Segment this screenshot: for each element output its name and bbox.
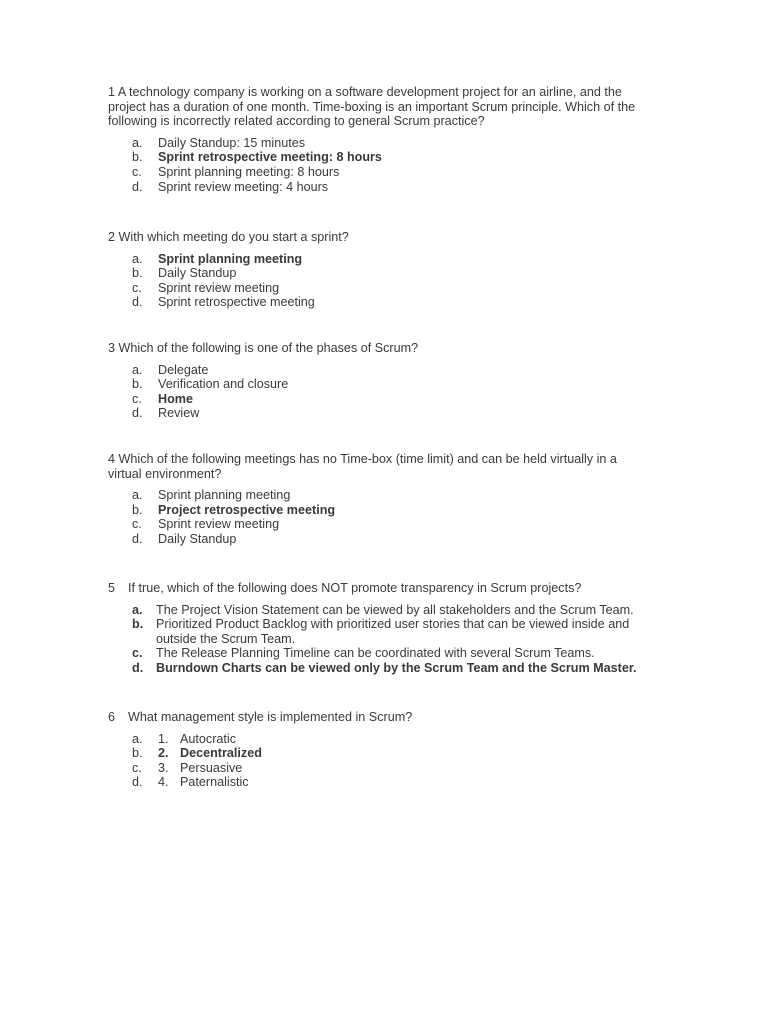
question-number: 2	[108, 230, 116, 244]
option-letter: c.	[132, 280, 142, 295]
option-letter: c.	[132, 646, 143, 661]
option-item	[108, 603, 653, 618]
option-number: 4.	[158, 775, 169, 790]
question-prompt: If true, which of the following does NOT promote transparency in Scrum projects?	[128, 581, 582, 595]
option-letter: d.	[132, 179, 143, 194]
question-text	[108, 581, 653, 596]
option-text: Sprint planning meeting	[158, 488, 291, 503]
question-prompt: A technology company is working on a software development project for an airline, and the project has a duration of one month. Time-boxing is an important Scrum principle. Which of the following is incorrectly related according to general Scrum practice?	[108, 85, 636, 129]
question-text	[108, 710, 653, 725]
option-letter: d.	[132, 660, 144, 675]
option-item	[108, 746, 653, 761]
option-letter: a.	[132, 251, 143, 266]
option-item	[108, 180, 653, 195]
option-list	[108, 732, 653, 790]
option-text: Verification and closure	[158, 377, 289, 392]
option-letter: a.	[132, 362, 143, 377]
option-item	[108, 252, 653, 267]
question-5	[108, 581, 653, 676]
option-item	[108, 617, 653, 646]
question-6	[108, 710, 653, 790]
question-number: 4	[108, 452, 116, 466]
question-prompt: Which of the following meetings has no Time-box (time limit) and can be held virtually in a virtual environment?	[108, 452, 617, 481]
option-text: Sprint planning meeting: 8 hours	[158, 164, 340, 179]
question-text	[108, 230, 653, 245]
question-3	[108, 341, 653, 421]
option-item	[108, 406, 653, 421]
option-letter: a.	[132, 488, 143, 503]
option-item	[108, 646, 653, 661]
option-item	[108, 377, 653, 392]
option-text: The Project Vision Statement can be viewed by all stakeholders and the Scrum Team.	[156, 602, 634, 617]
option-text: Home	[158, 391, 193, 406]
option-text: Daily Standup	[158, 266, 237, 281]
option-item	[108, 775, 653, 790]
option-letter: d.	[132, 775, 143, 790]
option-letter: b.	[132, 377, 143, 392]
option-text: Project retrospective meeting	[158, 502, 336, 517]
option-letter: c.	[132, 164, 142, 179]
option-text: Sprint planning meeting	[158, 251, 303, 266]
option-item	[108, 136, 653, 151]
option-item	[108, 165, 653, 180]
option-letter: b.	[132, 746, 143, 761]
option-text: Prioritized Product Backlog with prioritized user stories that can be viewed inside and outside the Scrum Team.	[156, 617, 630, 646]
option-item	[108, 266, 653, 281]
option-letter: b.	[132, 266, 143, 281]
option-item	[108, 517, 653, 532]
option-item	[108, 532, 653, 547]
option-letter: b.	[132, 150, 143, 165]
option-letter: a.	[132, 731, 143, 746]
option-item	[108, 150, 653, 165]
option-item	[108, 295, 653, 310]
question-prompt: What management style is implemented in Scrum?	[128, 710, 413, 724]
question-text	[108, 85, 653, 129]
option-text: Sprint retrospective meeting: 8 hours	[158, 150, 382, 165]
question-text	[108, 452, 653, 481]
option-list	[108, 136, 653, 194]
option-item	[108, 363, 653, 378]
option-letter: c.	[132, 517, 142, 532]
question-number: 3	[108, 341, 116, 355]
question-4	[108, 452, 653, 547]
option-text: Sprint review meeting	[158, 280, 280, 295]
question-text	[108, 341, 653, 356]
question-number: 6	[108, 710, 116, 724]
option-item	[108, 732, 653, 747]
option-letter: c.	[132, 391, 142, 406]
option-text: Decentralized	[180, 746, 262, 761]
option-text: Review	[158, 406, 200, 421]
option-text: Paternalistic	[180, 775, 249, 790]
option-item	[108, 281, 653, 296]
question-1	[108, 85, 653, 194]
option-letter: c.	[132, 760, 142, 775]
option-text: Autocratic	[180, 731, 236, 746]
option-text: Sprint retrospective meeting	[158, 295, 315, 310]
question-2	[108, 230, 653, 310]
option-letter: d.	[132, 406, 143, 421]
option-text: Delegate	[158, 362, 209, 377]
option-number: 3.	[158, 760, 169, 775]
option-text: Sprint review meeting: 4 hours	[158, 179, 329, 194]
option-list	[108, 363, 653, 421]
option-item	[108, 503, 653, 518]
question-prompt: With which meeting do you start a sprint?	[118, 230, 349, 244]
option-text: Daily Standup	[158, 531, 237, 546]
option-letter: d.	[132, 531, 143, 546]
option-list	[108, 488, 653, 546]
option-letter: d.	[132, 295, 143, 310]
option-text: Daily Standup: 15 minutes	[158, 135, 306, 150]
option-letter: a.	[132, 602, 143, 617]
option-item	[108, 488, 653, 503]
option-letter: b.	[132, 502, 143, 517]
option-letter: a.	[132, 135, 143, 150]
option-item	[108, 761, 653, 776]
option-letter: b.	[132, 617, 144, 632]
option-list	[108, 603, 653, 676]
option-text: Persuasive	[180, 760, 243, 775]
option-number: 1.	[158, 731, 169, 746]
option-text: The Release Planning Timeline can be coordinated with several Scrum Teams.	[156, 646, 595, 661]
question-number: 5	[108, 581, 116, 595]
option-text: Burndown Charts can be viewed only by the Scrum Team and the Scrum Master.	[156, 660, 637, 675]
option-item	[108, 392, 653, 407]
question-prompt: Which of the following is one of the phases of Scrum?	[118, 341, 419, 355]
question-number: 1	[108, 85, 116, 99]
option-item	[108, 661, 653, 676]
option-text: Sprint review meeting	[158, 517, 280, 532]
option-number: 2.	[158, 746, 169, 761]
option-list	[108, 252, 653, 310]
